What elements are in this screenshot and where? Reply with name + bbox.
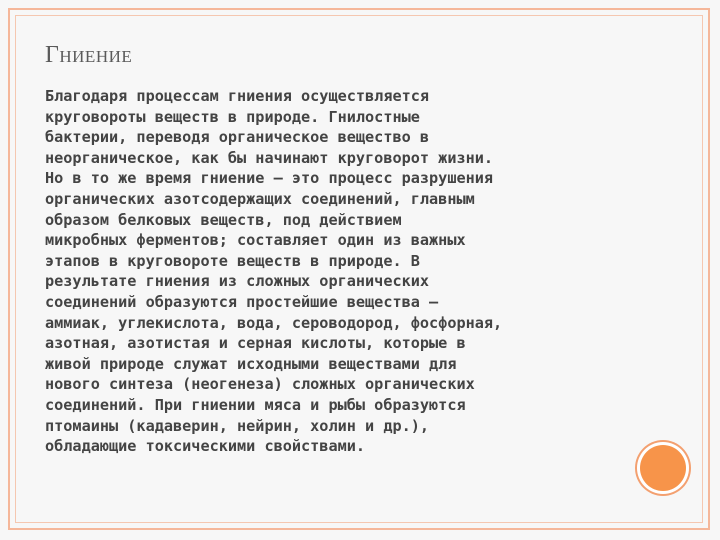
decorative-circle-icon — [640, 445, 686, 491]
slide-title: Гниение — [45, 42, 133, 68]
slide-body-text: Благодаря процессам гниения осуществляется круговороты веществ в природе. Гнилостные бактерии, переводя органическое вещество в неорганическое, как бы начинают круговорот жизни. Но в то же время гниение – это процесс разрушения органических азотсодержащих соединений, главным образом белковых веществ, под действием микробных ферментов; составляет один из важных этапов в круговороте веществ в природе. В результате гниения из сложных органических соединений образуются простейшие вещества — аммиак, углекислота, вода, сероводород, фосфорная, азотная, азотистая и серная кислоты, которые в живой природе служат исходными веществами для нового синтеза (неогенеза) сложных органических соединений. При гниении мяса и рыбы образуются птомаины (кадаверин, нейрин, холин и др.), обладающие токсическими свойствами. — [45, 87, 503, 456]
